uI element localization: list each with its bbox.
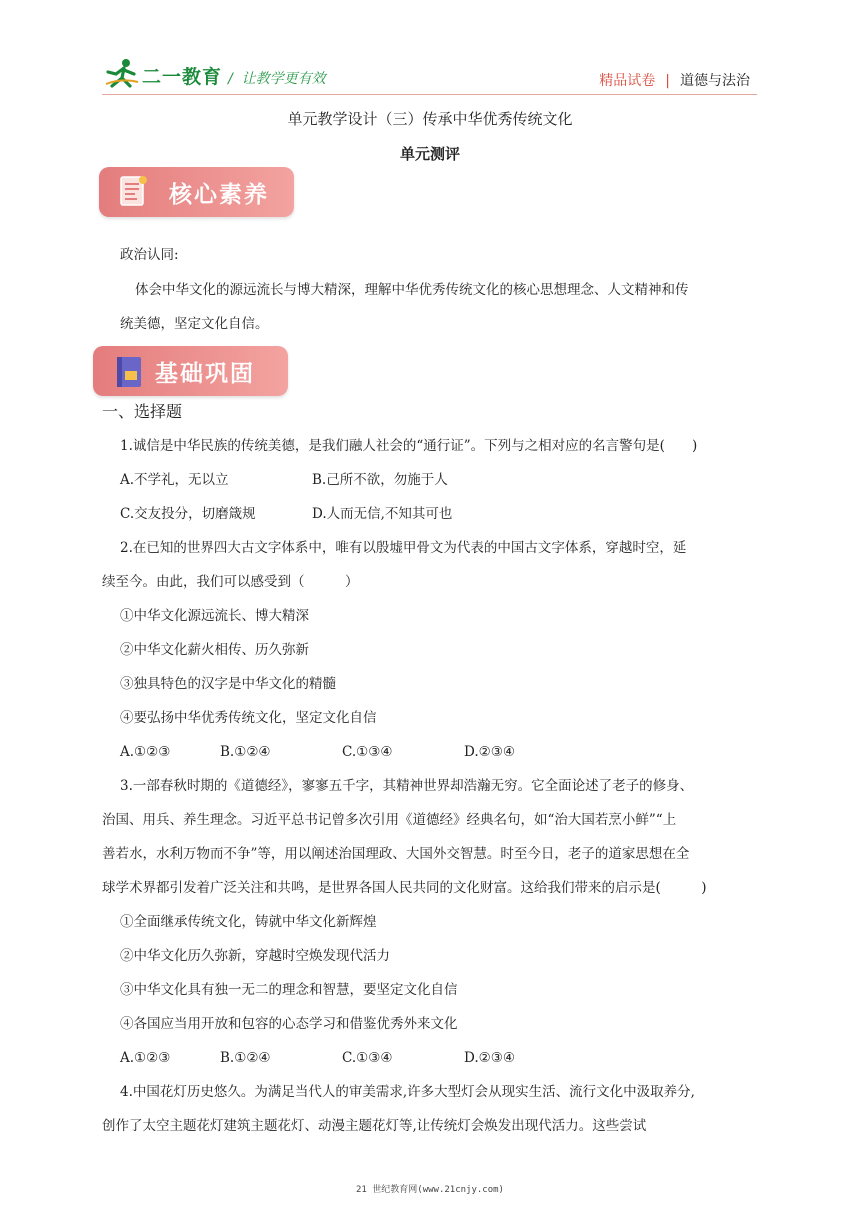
q2-option-c: C.①③④ bbox=[342, 744, 393, 760]
q2-stem-line2: 续至今。由此，我们可以感受到（ ） bbox=[102, 574, 359, 590]
core-text-line2: 统美德，坚定文化自信。 bbox=[120, 316, 269, 332]
q3-choice-4: ④各国应当用开放和包容的心态学习和借鉴优秀外来文化 bbox=[120, 1016, 458, 1032]
q2-option-d: D.②③④ bbox=[464, 744, 515, 760]
q3-option-a: A.①②③ bbox=[120, 1050, 171, 1066]
q3-stem-line3: 善若水，水利万物而不争”等，用以阐述治国理政、大国外交智慧。时至今日，老子的道家思想在全 bbox=[102, 846, 690, 862]
q4-stem-line1: 4.中国花灯历史悠久。为满足当代人的审美需求,许多大型灯会从现实生活、流行文化中汲取养分, bbox=[120, 1084, 695, 1100]
q1-option-a: A.不学礼，无以立 bbox=[120, 472, 229, 488]
q2-choice-1: ①中华文化源远流长、博大精深 bbox=[120, 608, 309, 624]
header-divider bbox=[102, 94, 757, 95]
q3-option-d: D.②③④ bbox=[464, 1050, 515, 1066]
q1-option-d: D.人而无信,不知其可也 bbox=[312, 506, 453, 522]
q3-option-c: C.①③④ bbox=[342, 1050, 393, 1066]
page-subtitle: 单元测评 bbox=[399, 145, 460, 163]
q4-stem-line2: 创作了太空主题花灯建筑主题花灯、动漫主题花灯等,让传统灯会焕发出现代活力。这些尝试 bbox=[102, 1118, 647, 1134]
q2-option-b: B.①②④ bbox=[220, 744, 271, 760]
q3-stem-line4: 球学术界都引发着广泛关注和共鸣，是世界各国人民共同的文化财富。这给我们带来的启示是( ) bbox=[102, 880, 707, 896]
q2-choice-3: ③独具特色的汉字是中华文化的精髓 bbox=[120, 676, 336, 692]
q2-option-a: A.①②③ bbox=[120, 744, 171, 760]
q3-choice-2: ②中华文化历久弥新，穿越时空焕发现代活力 bbox=[120, 948, 390, 964]
book-icon bbox=[111, 353, 149, 391]
q1-stem: 1.诚信是中华民族的传统美德，是我们融人社会的“通行证”。下列与之相对应的名言警句是( ) bbox=[120, 438, 698, 454]
q3-option-b: B.①②④ bbox=[220, 1050, 271, 1066]
q2-choice-2: ②中华文化薪火相传、历久弥新 bbox=[120, 642, 309, 658]
q3-stem-line2: 治国、用兵、养生理念。习近平总书记曾多次引用《道德经》经典名句，如“治大国若烹小鲜”“上 bbox=[102, 812, 677, 828]
core-text-line1: 体会中华文化的源远流长与博大精深，理解中华优秀传统文化的核心思想理念、人文精神和传 bbox=[135, 282, 689, 298]
document-icon bbox=[117, 174, 155, 210]
header-tag: 精品试卷 bbox=[599, 73, 656, 89]
page-title: 单元教学设计（三）传承中华优秀传统文化 bbox=[287, 110, 573, 128]
header-subject: 道德与法治 bbox=[680, 73, 750, 89]
section-banner-core-label: 核心素养 bbox=[169, 182, 269, 208]
q2-stem-line1: 2.在已知的世界四大古文字体系中，唯有以殷墟甲骨文为代表的中国古文字体系，穿越时空，延 bbox=[120, 540, 687, 556]
section-banner-core bbox=[99, 167, 294, 217]
header-right bbox=[599, 70, 750, 90]
section-banner-basic bbox=[93, 346, 288, 396]
core-heading: 政治认同: bbox=[120, 247, 179, 263]
q3-stem-line1: 3.一部春秋时期的《道德经》，寥寥五千字，其精神世界却浩瀚无穷。它全面论述了老子的修身、 bbox=[120, 778, 694, 794]
runner-logo-icon bbox=[104, 58, 140, 88]
q3-choice-1: ①全面继承传统文化，铸就中华文化新辉煌 bbox=[120, 914, 377, 930]
q3-choice-3: ③中华文化具有独一无二的理念和智慧，要坚定文化自信 bbox=[120, 982, 458, 998]
section-banner-basic-label: 基础巩固 bbox=[155, 361, 255, 387]
q1-option-b: B.己所不欲，勿施于人 bbox=[312, 472, 448, 488]
slogan: / 让教学更有效 bbox=[228, 71, 326, 87]
q2-choice-4: ④要弘扬中华优秀传统文化，坚定文化自信 bbox=[120, 710, 377, 726]
q1-option-c: C.交友投分，切磨箴规 bbox=[120, 506, 256, 522]
header-separator: | bbox=[665, 73, 670, 89]
part-heading: 一、选择题 bbox=[102, 402, 183, 421]
page-footer: 21 世纪教育网(www.21cnjy.com) bbox=[356, 1185, 504, 1195]
brand-logo-text: 二一教育 bbox=[142, 66, 223, 88]
